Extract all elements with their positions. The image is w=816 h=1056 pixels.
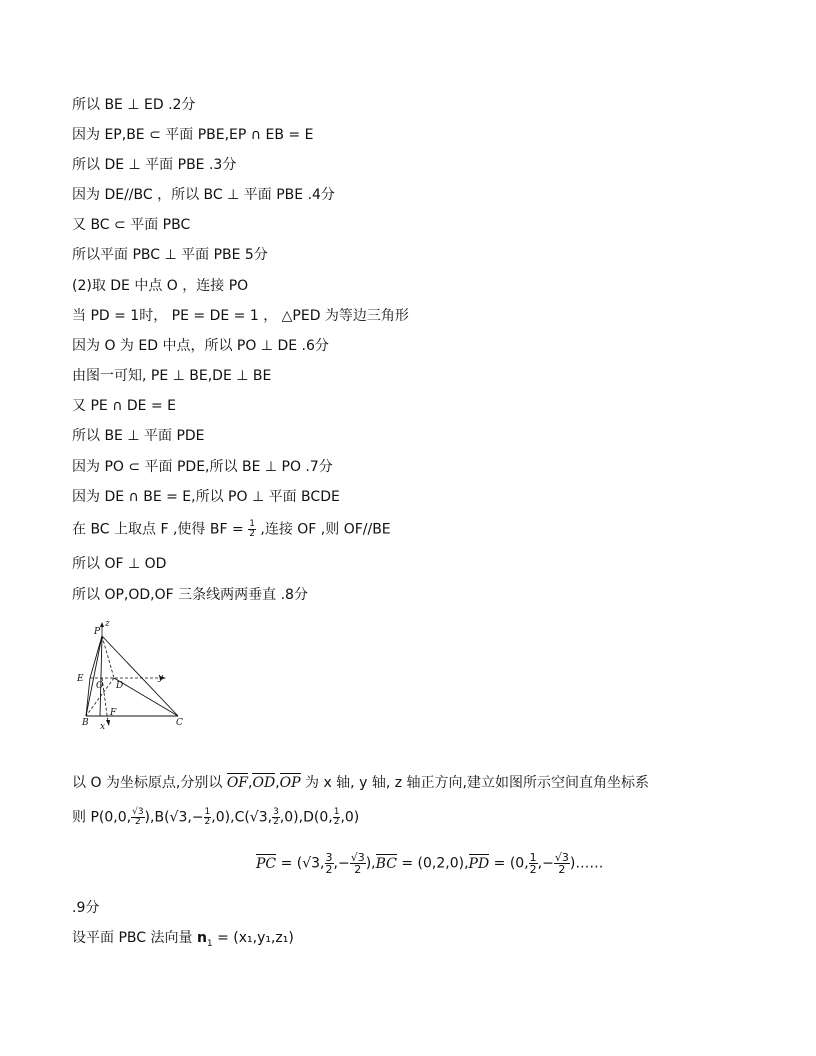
text-line: 所以 OF ⊥ OD (72, 556, 167, 572)
text-segment: ), (365, 855, 376, 872)
text-line-points (72, 808, 359, 827)
text-segment: ,− (537, 855, 554, 872)
text-line: 因为 O 为 ED 中点，所以 PO ⊥ DE .6分 (72, 338, 329, 354)
numerator: 1 (529, 851, 537, 864)
denominator: 2 (134, 817, 141, 827)
denominator: 2 (529, 863, 537, 876)
numerator: 3 (325, 851, 333, 864)
fraction (131, 808, 144, 827)
label-f: F (110, 708, 117, 718)
denominator: 2 (558, 863, 566, 876)
text-segment: ,0), (279, 809, 304, 826)
text-line: 所以平面 PBC ⊥ 平面 PBE 5分 (72, 247, 268, 263)
text-line: 当 PD = 1时， PE = DE = 1 ， △PED 为等边三角形 (72, 308, 409, 324)
label-x: x (100, 722, 106, 732)
fraction (529, 852, 538, 875)
x-axis-arrow (106, 720, 110, 726)
label-e: E (77, 674, 84, 684)
vector-pc: PC (256, 855, 277, 872)
text-segment: )…… (569, 855, 604, 872)
text-segment: = (x₁,y₁,z₁) (212, 930, 294, 946)
numerator: 1 (333, 807, 340, 817)
text-segment: ,连接 OF ,则 OF//BE (255, 521, 391, 538)
text-segment: 设平面 PBC 法向量 (72, 930, 197, 946)
edge-pb (86, 636, 102, 716)
vector-op: OP (279, 775, 301, 791)
label-b: B (82, 718, 89, 728)
label-y: y (158, 673, 164, 683)
text-segment: 为 x 轴, y 轴, z 轴正方向,建立如图所示空间直角坐标系 (300, 775, 649, 791)
text-segment: 在 BC 上取点 F ,使得 BF = (72, 521, 249, 538)
text-segment: 以 O 为坐标原点,分别以 (72, 775, 227, 791)
text-line: .9分 (72, 900, 100, 916)
edge-dc (114, 678, 178, 716)
text-line: 由图一可知, PE ⊥ BE,DE ⊥ BE (72, 368, 272, 384)
vector-bc: BC (375, 855, 397, 872)
text-segment: = (√3, (276, 855, 325, 872)
label-d: D (116, 681, 124, 691)
text-line-vectors (256, 852, 603, 875)
text-line: 所以 BE ⊥ 平面 PDE (72, 428, 205, 444)
text-line: 因为 PO ⊂ 平面 PDE,所以 BE ⊥ PO .7分 (72, 459, 333, 475)
label-c: C (176, 718, 183, 728)
text-line: 又 BC ⊂ 平面 PBC (72, 217, 191, 233)
fraction (554, 852, 570, 875)
denominator: 2 (273, 817, 279, 827)
text-line: 因为 DE ∩ BE = E,所以 PO ⊥ 平面 BCDE (72, 489, 340, 505)
denominator: 2 (333, 817, 340, 827)
text-line: 又 PE ∩ DE = E (72, 398, 176, 414)
numerator: √3 (132, 807, 144, 817)
vector-od: OD (252, 775, 276, 791)
text-segment: ,− (333, 855, 350, 872)
edge-pf (100, 636, 102, 716)
denominator: 2 (325, 863, 333, 876)
numerator: 1 (249, 519, 255, 529)
label-p: P (94, 627, 101, 637)
z-axis-arrow (100, 622, 104, 627)
denominator: 2 (249, 529, 255, 539)
text-segment: ,0), (211, 809, 235, 826)
text-line: 因为 DE//BC ，所以 BC ⊥ 平面 PBE .4分 (72, 187, 335, 203)
label-z: z (105, 619, 110, 629)
label-o: O (96, 681, 104, 691)
vector-of: OF (226, 775, 249, 791)
text-segment: = (0,2,0), (396, 855, 469, 872)
fraction (350, 852, 366, 875)
fraction (248, 520, 256, 539)
point-p: P(0,0, (90, 809, 132, 826)
text-line: 所以 DE ⊥ 平面 PBE .3分 (72, 157, 237, 173)
text-segment: = (0, (489, 855, 529, 872)
point-c: C(√3, (234, 809, 273, 826)
edge-pe (90, 636, 102, 678)
normal-vector: n (196, 930, 207, 946)
numerator: √3 (554, 851, 569, 864)
text-line-normal (72, 929, 294, 953)
point-b: B(√3,− (154, 809, 204, 826)
text-segment: ,0) (340, 809, 360, 826)
text-segment: ), (144, 809, 155, 826)
text-line: 因为 EP,BE ⊂ 平面 PBE,EP ∩ EB = E (72, 127, 314, 143)
point-d: D(0, (303, 809, 333, 826)
text-line-origin: 以 O 为坐标原点,分别以 OF,OD,OP 为 x 轴, y 轴, z 轴正方向,建立如图所示空间直角坐标系 (72, 775, 649, 791)
text-line: (2)取 DE 中点 O ，连接 PO (72, 278, 249, 294)
numerator: 3 (273, 807, 279, 817)
text-line: 所以 OP,OD,OF 三条线两两垂直 .8分 (72, 587, 308, 603)
numerator: 1 (204, 807, 211, 817)
subscript: 1 (206, 938, 213, 949)
fraction (272, 808, 280, 827)
text-line-point-f (72, 520, 391, 539)
text-segment: 则 (72, 809, 91, 826)
text-line: 所以 BE ⊥ ED .2分 (72, 97, 196, 113)
coordinate-figure (72, 614, 197, 734)
denominator: 2 (354, 863, 362, 876)
denominator: 2 (204, 817, 211, 827)
fraction (325, 852, 334, 875)
numerator: √3 (350, 851, 365, 864)
vector-pd: PD (468, 855, 490, 872)
